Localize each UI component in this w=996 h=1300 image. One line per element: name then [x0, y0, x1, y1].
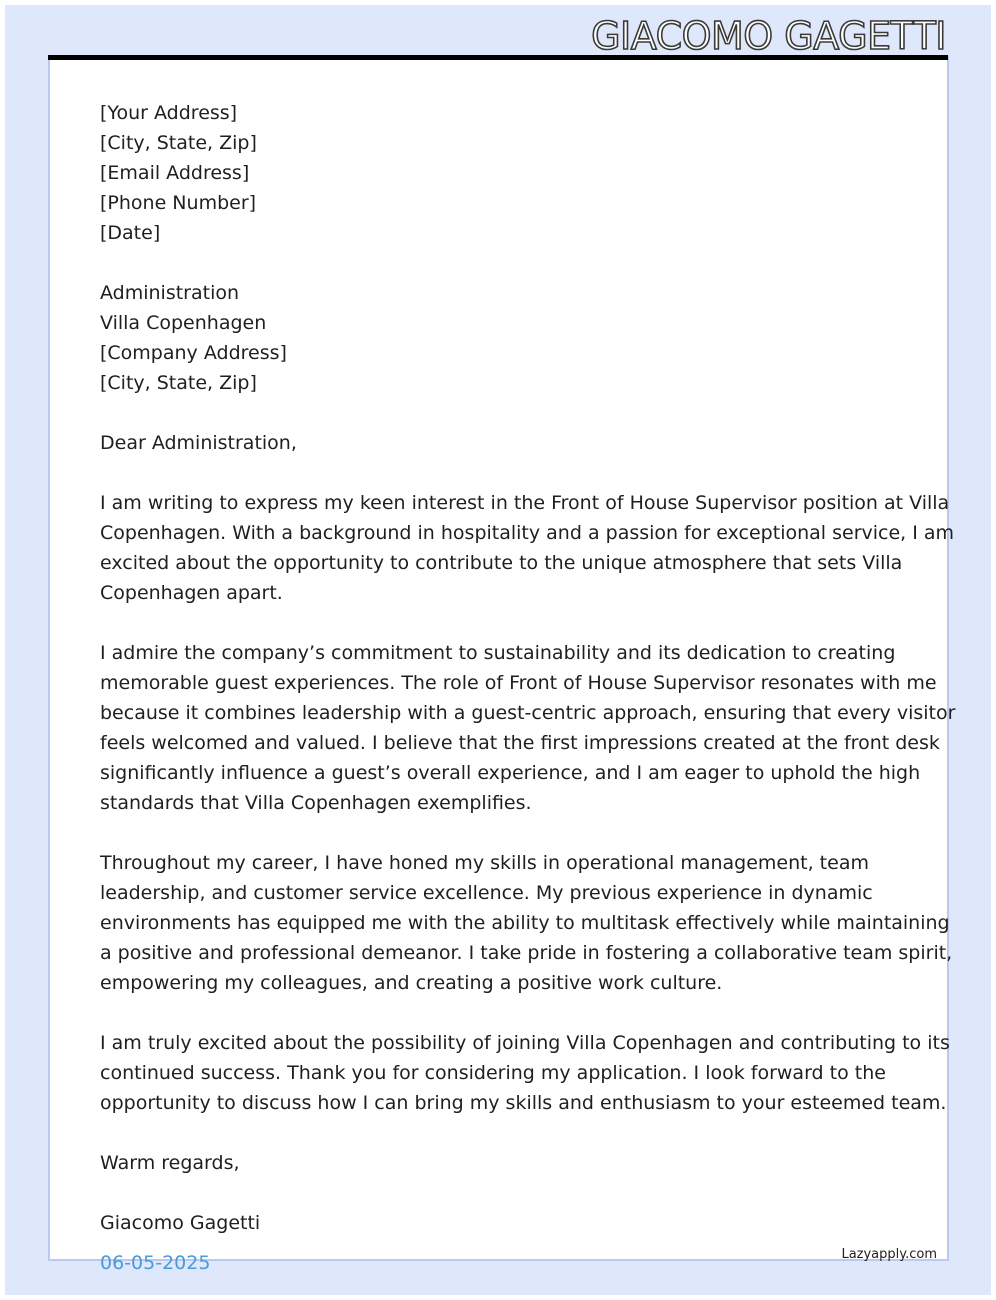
watermark-text: Lazyapply.com — [841, 1247, 937, 1262]
closing — [100, 1148, 900, 1178]
paragraph-line: a positive and professional demeanor. I take pride in fostering a collaborative team spirit, — [100, 942, 953, 964]
footer-date: 06-05-2025 — [100, 1252, 211, 1274]
sender-phone-line: [Phone Number] — [100, 192, 257, 214]
letter-body — [100, 98, 956, 1238]
sender-date-line: [Date] — [100, 222, 161, 244]
paragraph-line: I admire the company’s commitment to sustainability and its dedication to creating — [100, 642, 896, 664]
paragraph-line: significantly influence a guest’s overall experience, and I am eager to uphold the high — [100, 762, 921, 784]
paragraph-line: Copenhagen. With a background in hospitality and a passion for exceptional service, I am — [100, 522, 955, 544]
paragraph-line: memorable guest experiences. The role of Front of House Supervisor resonates with me — [100, 672, 937, 694]
recipient-address-block — [100, 278, 900, 398]
salutation-text: Dear Administration, — [100, 432, 297, 454]
paragraph-line: because it combines leadership with a guest-centric approach, ensuring that every visitor — [100, 702, 956, 724]
body-paragraph — [100, 488, 955, 608]
recipient-line: Administration — [100, 282, 240, 304]
sender-address-block — [100, 98, 900, 248]
paragraph-line: continued success. Thank you for considering my application. I look forward to the — [100, 1062, 886, 1084]
body-paragraph — [100, 848, 953, 998]
paragraph-line: environments has equipped me with the ability to multitask effectively while maintaining — [100, 912, 950, 934]
paragraph-line: excited about the opportunity to contribute to the unique atmosphere that sets Villa — [100, 552, 903, 574]
paragraph-line: Throughout my career, I have honed my skills in operational management, team — [100, 852, 869, 874]
sender-email-line: [Email Address] — [100, 162, 250, 184]
paragraph-line: empowering my colleagues, and creating a positive work culture. — [100, 972, 723, 994]
closing-text: Warm regards, — [100, 1152, 240, 1174]
paragraph-line: opportunity to discuss how I can bring my skills and enthusiasm to your esteemed team. — [100, 1092, 947, 1114]
body-paragraph — [100, 1028, 950, 1118]
recipient-company-line: Villa Copenhagen — [100, 312, 267, 334]
signature-text: Giacomo Gagetti — [100, 1212, 261, 1234]
paragraph-line: standards that Villa Copenhagen exemplifies. — [100, 792, 532, 814]
recipient-city-line: [City, State, Zip] — [100, 372, 257, 394]
paragraph-line: I am truly excited about the possibility of joining Villa Copenhagen and contributing to its — [100, 1032, 950, 1054]
salutation — [100, 428, 900, 458]
applicant-name-heading: GIACOMO GAGETTI — [591, 14, 946, 58]
paragraph-line: feels welcomed and valued. I believe that the first impressions created at the front desk — [100, 732, 940, 754]
sender-city-line: [City, State, Zip] — [100, 132, 257, 154]
paragraph-line: I am writing to express my keen interest in the Front of House Supervisor position at Villa — [100, 492, 950, 514]
sender-address-line: [Your Address] — [100, 102, 238, 124]
paragraph-line: Copenhagen apart. — [100, 582, 283, 604]
paragraph-line: leadership, and customer service excellence. My previous experience in dynamic — [100, 882, 873, 904]
body-paragraph — [100, 638, 956, 818]
recipient-address-line: [Company Address] — [100, 342, 287, 364]
signature — [100, 1208, 900, 1238]
